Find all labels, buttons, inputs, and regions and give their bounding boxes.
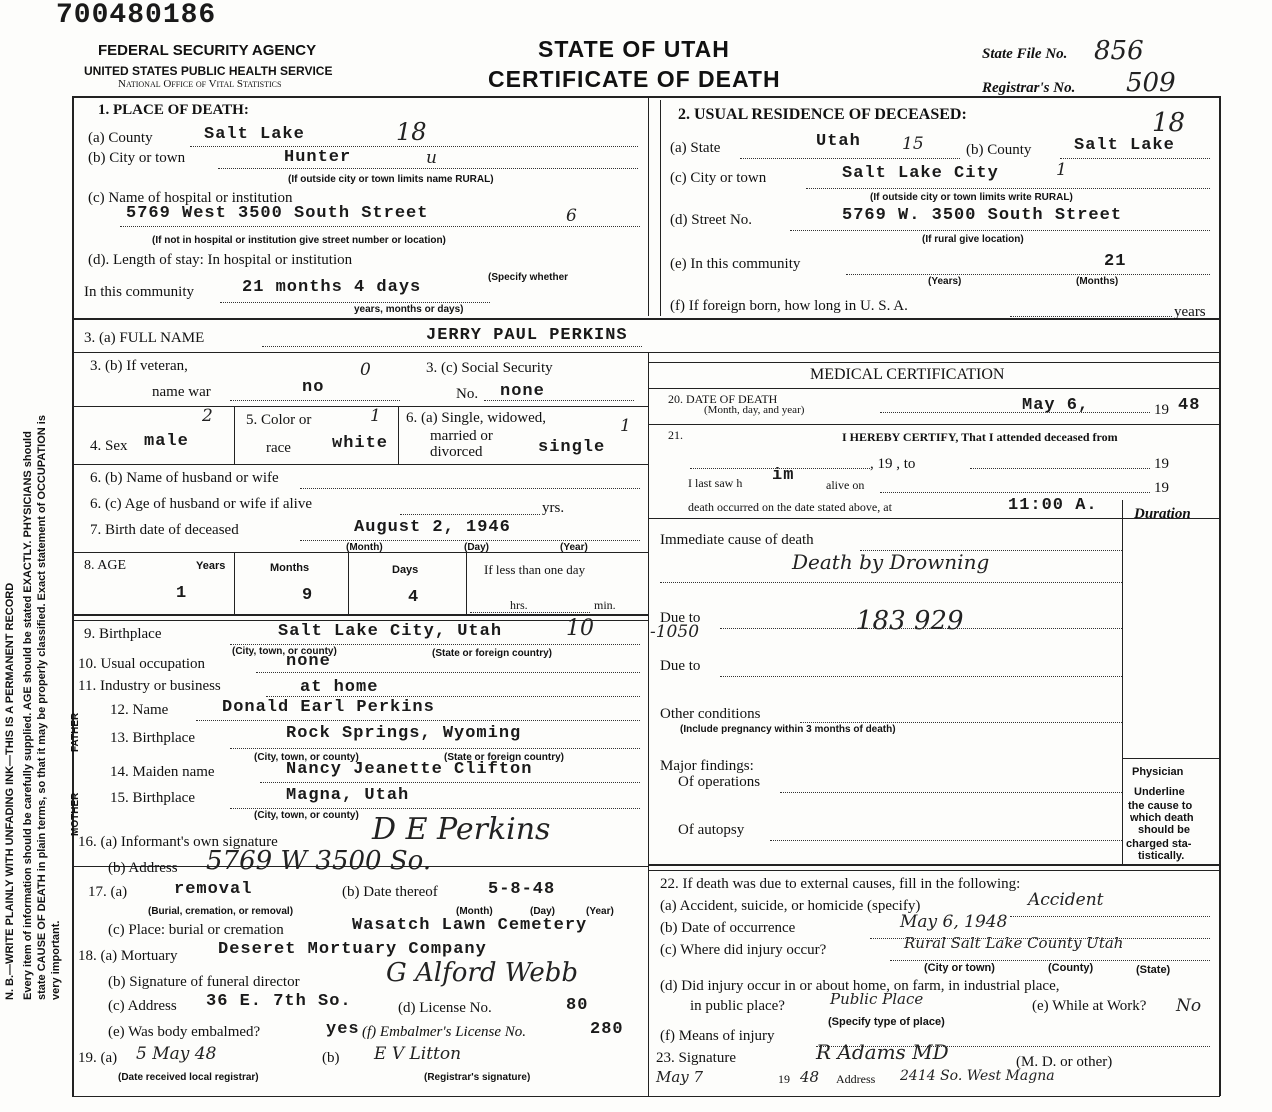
father-state-note: (State or foreign country) xyxy=(444,752,565,763)
informant-signature: D E Perkins xyxy=(372,812,551,847)
burial-label: 17. (a) xyxy=(88,884,128,900)
marital-value: single xyxy=(538,438,606,457)
occurrence-label: (b) Date of occurrence xyxy=(660,920,796,936)
fill-line xyxy=(300,488,640,489)
physician-note-4: which death xyxy=(1130,812,1194,824)
operations-label: Of operations xyxy=(678,774,761,790)
hospital-note: (If not in hospital or institution give street number or location) xyxy=(152,235,446,246)
occupation-label: 10. Usual occupation xyxy=(78,656,206,672)
duration-label: Duration xyxy=(1134,506,1191,522)
hospital-value: 5769 West 3500 South Street xyxy=(126,204,429,223)
fill-line xyxy=(470,612,590,613)
informant-address-label: (b) Address xyxy=(108,860,178,876)
color-code: 1 xyxy=(370,406,381,426)
major-findings-label: Major findings: xyxy=(660,758,754,774)
sex-divider xyxy=(234,406,235,464)
age-days-header: Days xyxy=(392,564,419,576)
external-label: 22. If death was due to external causes, fill in the following: xyxy=(660,876,1021,892)
father-name-label: 12. Name xyxy=(110,702,169,718)
frame-bottom xyxy=(72,1096,1220,1097)
fill-line xyxy=(260,782,640,783)
medical-divider xyxy=(648,352,649,1096)
rule-medical-top xyxy=(648,362,1220,363)
age-div-3 xyxy=(466,552,467,614)
home-label-1: (d) Did injury occur in or about home, on farm, in industrial place, xyxy=(660,978,1060,994)
physician-note-5: should be xyxy=(1138,824,1190,836)
rule-sex xyxy=(72,464,648,465)
burial-year-note: (Year) xyxy=(586,906,614,917)
marital-label-1: 6. (a) Single, widowed, xyxy=(406,410,546,426)
burial-month-note: (Month) xyxy=(456,906,493,917)
means-label: (f) Means of injury xyxy=(660,1028,775,1044)
res-foreign-label: (f) If foreign born, how long in U. S. A. xyxy=(670,298,908,314)
mother-name-label: 14. Maiden name xyxy=(110,764,215,780)
age-hrs: hrs. xyxy=(510,598,528,612)
rule-veteran xyxy=(72,406,648,407)
color-label-1: 5. Color or xyxy=(246,412,312,428)
full-name-label: 3. (a) FULL NAME xyxy=(84,330,205,346)
fill-line xyxy=(846,274,1210,275)
city-label: (b) City or town xyxy=(88,150,186,166)
service-name: UNITED STATES PUBLIC HEALTH SERVICE xyxy=(84,64,333,78)
age-years-header: Years xyxy=(196,560,226,572)
birth-date-label: 7. Birth date of deceased xyxy=(90,522,239,538)
fill-line xyxy=(196,720,640,721)
registrar-sig-label: (b) xyxy=(322,1050,340,1066)
registrar-number: 509 xyxy=(1126,68,1176,98)
county-label: (a) County xyxy=(88,130,153,146)
rule-age-2 xyxy=(72,620,648,621)
embalmed-value: yes xyxy=(326,1020,360,1039)
birth-year-note: (Year) xyxy=(560,542,588,553)
res-county-code: 18 xyxy=(1152,108,1186,138)
death-date-note: (Month, day, and year) xyxy=(704,404,805,416)
fill-line xyxy=(300,540,640,541)
occupation-value: none xyxy=(286,652,331,671)
age-years-value: 1 xyxy=(176,584,188,603)
where-value: Rural Salt Lake County Utah xyxy=(904,934,1124,952)
immediate-value: Death by Drowning xyxy=(792,550,990,574)
res-street-label: (d) Street No. xyxy=(670,212,753,228)
serial-number: 700480186 xyxy=(56,0,217,31)
fill-line xyxy=(218,168,638,169)
age-spouse-yrs: yrs. xyxy=(542,500,565,516)
fill-line xyxy=(230,808,640,809)
fill-line xyxy=(230,644,640,645)
physician-note-6: charged sta- xyxy=(1126,838,1192,850)
sex-code: 2 xyxy=(202,406,213,426)
embalmed-label: (e) Was body embalmed? xyxy=(108,1024,261,1040)
fill-line xyxy=(800,722,1122,723)
birthplace-code-2: -1050 xyxy=(650,622,700,642)
registrar-number-label: Registrar's No. xyxy=(982,80,1076,96)
age-months-header: Months xyxy=(270,562,310,574)
physician-signature: R Adams MD xyxy=(816,1040,949,1064)
certify-text: I HEREBY CERTIFY, That I attended deceased from xyxy=(842,430,1118,444)
birthplace-value: Salt Lake City, Utah xyxy=(278,622,503,641)
physician-note-7: tistically. xyxy=(1138,850,1185,862)
immediate-label: Immediate cause of death xyxy=(660,532,814,548)
age-div-1 xyxy=(234,552,235,614)
age-months-value: 9 xyxy=(302,586,314,605)
occurred-label: death occurred on the date stated above, at xyxy=(688,500,892,514)
fill-line xyxy=(890,960,1210,961)
fill-line xyxy=(660,582,1122,583)
city-rural-note: (If outside city or town limits name RURAL) xyxy=(288,174,494,185)
fill-line xyxy=(880,412,1150,413)
res-years-suffix: years xyxy=(1174,304,1206,320)
license-label: (d) License No. xyxy=(398,1000,492,1016)
county-value: Salt Lake xyxy=(204,125,305,144)
frame-left xyxy=(72,96,74,1096)
alive-19: 19 xyxy=(1154,480,1169,496)
fill-line xyxy=(740,158,960,159)
sex-value: male xyxy=(144,432,189,451)
license-value: 80 xyxy=(566,996,589,1015)
ss-value: none xyxy=(500,382,545,401)
age-div-2 xyxy=(348,552,349,614)
city-code: u xyxy=(426,148,437,168)
burial-value: removal xyxy=(174,880,253,899)
rule-name xyxy=(72,318,1220,320)
mother-side-label: MOTHER xyxy=(70,792,81,836)
res-community-months: 21 xyxy=(1104,252,1127,271)
res-county-label: (b) County xyxy=(966,142,1032,158)
res-city-value: Salt Lake City xyxy=(842,164,999,183)
rule-date-death xyxy=(648,424,1220,425)
mortuary-address-value: 36 E. 7th So. xyxy=(206,992,352,1011)
fill-line xyxy=(484,400,634,401)
veteran-label-2: name war xyxy=(152,384,211,400)
fill-line xyxy=(1010,916,1210,917)
physician-address-label: Address xyxy=(836,1072,876,1086)
time-value: 11:00 A. xyxy=(1008,496,1098,515)
fill-line xyxy=(190,146,638,147)
autopsy-label: Of autopsy xyxy=(678,822,745,838)
attended-19: 19 xyxy=(1154,456,1169,472)
burial-place-value: Wasatch Lawn Cemetery xyxy=(352,916,588,935)
burial-day-note: (Day) xyxy=(530,906,556,917)
where-city-note: (City or town) xyxy=(924,962,995,974)
certificate-title: CERTIFICATE OF DEATH xyxy=(488,66,781,92)
embalmer-value: 280 xyxy=(590,1020,624,1039)
margin-instruction-3: state CAUSE OF DEATH in plain terms, so that it may be properly classified. Exact statement of OCCUPATION is xyxy=(36,415,48,1000)
ymd-note: years, months or days) xyxy=(354,304,464,315)
fill-line xyxy=(262,346,642,347)
community-label: In this community xyxy=(84,284,194,300)
work-label: (e) While at Work? xyxy=(1032,998,1147,1014)
res-street-note: (If rural give location) xyxy=(922,234,1024,245)
res-months-note: (Months) xyxy=(1076,276,1119,287)
mortuary-label: 18. (a) Mortuary xyxy=(78,948,178,964)
last-saw-label: I last saw h xyxy=(688,476,743,490)
due-to-value-1: 183 929 xyxy=(856,606,964,636)
place-of-death-heading: 1. PLACE OF DEATH: xyxy=(98,102,249,118)
mother-birthplace-value: Magna, Utah xyxy=(286,786,410,805)
fill-line xyxy=(1060,158,1210,159)
rule-physician xyxy=(1122,758,1220,759)
age-less-header: If less than one day xyxy=(484,562,586,577)
accident-value: Accident xyxy=(1028,890,1104,910)
medical-heading: MEDICAL CERTIFICATION xyxy=(810,366,1005,383)
mother-city-note: (City, town, or county) xyxy=(254,810,359,821)
fill-line xyxy=(1010,316,1172,317)
hospital-code: 6 xyxy=(566,206,577,226)
where-state-note: (State) xyxy=(1136,964,1171,976)
residence-heading: 2. USUAL RESIDENCE OF DECEASED: xyxy=(678,106,967,123)
margin-instruction-4: very important. xyxy=(50,920,62,1000)
fill-line xyxy=(400,514,540,515)
burial-note: (Burial, cremation, or removal) xyxy=(148,906,294,917)
fill-line xyxy=(770,840,1122,841)
mortuary-value: Deseret Mortuary Company xyxy=(218,940,487,959)
veteran-value: no xyxy=(302,378,325,397)
color-label-2: race xyxy=(266,440,291,456)
birthplace-state-note: (State or foreign country) xyxy=(432,648,553,659)
marital-label-2: married or xyxy=(430,428,493,444)
res-city-code: 1 xyxy=(1056,160,1067,180)
fill-line xyxy=(790,230,1210,231)
marital-label-3: divorced xyxy=(430,444,483,460)
fill-line xyxy=(220,302,490,303)
industry-label: 11. Industry or business xyxy=(78,678,221,694)
res-years-note: (Years) xyxy=(928,276,962,287)
frame-right xyxy=(1219,96,1221,1096)
physician-note-2: Underline xyxy=(1134,786,1185,798)
fill-line xyxy=(720,628,1122,629)
rule-external xyxy=(648,864,1220,866)
birth-day-note: (Day) xyxy=(464,542,490,553)
rule-under-name xyxy=(72,352,1220,353)
fill-line xyxy=(806,188,1210,189)
state-title: STATE OF UTAH xyxy=(538,36,730,62)
state-file-label: State File No. xyxy=(982,46,1068,62)
md-note: (M. D. or other) xyxy=(1016,1054,1113,1070)
fill-line xyxy=(880,492,1150,493)
director-signature: G Alford Webb xyxy=(386,958,579,988)
top-divider-2 xyxy=(660,100,661,316)
rule-age xyxy=(72,614,648,616)
margin-instruction-2: Every item of information should be carefully supplied. AGE should be stated EXACTLY. PHYSICIANS should xyxy=(22,431,34,1000)
industry-value: at home xyxy=(300,678,379,697)
marital-code: 1 xyxy=(620,416,631,436)
agency-name: FEDERAL SECURITY AGENCY xyxy=(98,42,317,59)
physician-note-1: Physician xyxy=(1132,766,1184,778)
frame-top xyxy=(72,96,1220,98)
ss-label-1: 3. (c) Social Security xyxy=(426,360,553,376)
father-birthplace-label: 13. Birthplace xyxy=(110,730,195,746)
signature-date: May 7 xyxy=(656,1068,704,1086)
margin-instruction-1: N. B.—WRITE PLAINLY WITH UNFADING INK—THIS IS A PERMANENT RECORD xyxy=(4,582,16,1000)
fill-line xyxy=(870,938,1210,939)
last-saw-value: im xyxy=(772,466,795,485)
fill-line xyxy=(816,1046,1210,1047)
community-value: 21 months 4 days xyxy=(242,278,422,297)
embalmer-label: (f) Embalmer's License No. xyxy=(362,1024,527,1040)
accident-label: (a) Accident, suicide, or homicide (specify) xyxy=(660,898,921,914)
fill-line xyxy=(720,676,1122,677)
mother-name-value: Nancy Jeanette Clifton xyxy=(286,760,533,779)
ss-label-2: No. xyxy=(456,386,479,402)
hospital-label: (c) Name of hospital or institution xyxy=(88,190,293,206)
birthplace-label: 9. Birthplace xyxy=(84,626,162,642)
age-days-value: 4 xyxy=(408,588,420,607)
husband-label: 6. (b) Name of husband or wife xyxy=(90,470,279,486)
color-value: white xyxy=(332,434,389,453)
full-name-value: JERRY PAUL PERKINS xyxy=(426,326,628,345)
signature-year: 48 xyxy=(800,1068,820,1086)
burial-date-value: 5-8-48 xyxy=(488,880,556,899)
occurrence-value: May 6, 1948 xyxy=(900,912,1008,932)
veteran-label-1: 3. (b) If veteran, xyxy=(90,358,188,374)
father-birthplace-value: Rock Springs, Wyoming xyxy=(286,724,522,743)
death-date-label: 20. DATE OF DEATH xyxy=(668,392,778,406)
res-community-label: (e) In this community xyxy=(670,256,801,272)
alive-on-label: alive on xyxy=(826,478,865,492)
where-county-note: (County) xyxy=(1048,962,1094,974)
color-divider xyxy=(398,406,399,464)
burial-place-label: (c) Place: burial or cremation xyxy=(108,922,284,938)
where-label: (c) Where did injury occur? xyxy=(660,942,827,958)
informant-address: 5769 W 3500 So. xyxy=(206,846,432,876)
due-to-label-2: Due to xyxy=(660,658,701,674)
home-specify-note: (Specify type of place) xyxy=(828,1016,945,1028)
director-label: (b) Signature of funeral director xyxy=(108,974,300,990)
registrar-sig-note: (Registrar's signature) xyxy=(424,1072,531,1083)
received-value: 5 May 48 xyxy=(136,1044,217,1064)
birth-month-note: (Month) xyxy=(346,542,383,553)
mortuary-address-label: (c) Address xyxy=(108,998,177,1014)
informant-sig-label: 16. (a) Informant's own signature xyxy=(78,834,278,850)
death-date-value: May 6, xyxy=(1022,396,1090,415)
res-city-note: (If outside city or town limits write RURAL) xyxy=(870,192,1073,203)
received-note: (Date received local registrar) xyxy=(118,1072,259,1083)
fill-line xyxy=(860,550,1122,551)
age-spouse-label: 6. (c) Age of husband or wife if alive xyxy=(90,496,313,512)
rule-external-2 xyxy=(648,870,1220,871)
city-value: Hunter xyxy=(284,148,352,167)
rule-medical-head xyxy=(648,388,1220,389)
burial-date-label: (b) Date thereof xyxy=(342,884,438,900)
fill-line xyxy=(120,226,640,227)
age-min: min. xyxy=(594,598,616,612)
father-city-note: (City, town, or county) xyxy=(254,752,359,763)
physician-address: 2414 So. West Magna xyxy=(900,1068,1055,1084)
father-side-label: FATHER xyxy=(70,712,81,752)
home-value: Public Place xyxy=(830,990,924,1008)
fill-line xyxy=(266,696,640,697)
county-code: 18 xyxy=(396,118,427,146)
fill-line xyxy=(256,672,640,673)
top-divider xyxy=(648,96,649,316)
fill-line xyxy=(970,468,1150,469)
specify-note: (Specify whether xyxy=(488,272,569,283)
other-conditions-note: (Include pregnancy within 3 months of death) xyxy=(680,724,896,735)
birthplace-city-note: (City, town, or county) xyxy=(232,646,337,657)
due-to-label-1: Due to xyxy=(660,610,701,626)
state-file-number: 856 xyxy=(1094,36,1144,66)
age-label: 8. AGE xyxy=(84,558,126,573)
veteran-code: 0 xyxy=(360,360,371,380)
stay-label: (d). Length of stay: In hospital or institution xyxy=(88,252,353,268)
sex-label: 4. Sex xyxy=(90,438,128,454)
res-county-value: Salt Lake xyxy=(1074,136,1175,155)
registrar-signature: E V Litton xyxy=(374,1044,462,1064)
other-conditions-label: Other conditions xyxy=(660,706,761,722)
home-label-2: in public place? xyxy=(690,998,785,1014)
fill-line xyxy=(690,468,870,469)
fill-line xyxy=(780,792,1122,793)
received-label: 19. (a) xyxy=(78,1050,118,1066)
fill-line xyxy=(230,748,640,749)
attended-range: , 19 , to xyxy=(870,456,916,472)
work-value: No xyxy=(1176,996,1202,1016)
res-state-code: 15 xyxy=(902,134,924,154)
death-date-year: 48 xyxy=(1178,396,1201,415)
death-date-19: 19 xyxy=(1154,402,1169,418)
birthplace-code: 10 xyxy=(566,616,594,641)
fill-line xyxy=(230,400,400,401)
duration-divider xyxy=(1122,500,1123,864)
res-street-value: 5769 W. 3500 South Street xyxy=(842,206,1123,225)
signature-19: 19 xyxy=(778,1072,790,1086)
res-state-value: Utah xyxy=(816,132,861,151)
physician-note-3: the cause to xyxy=(1128,800,1193,812)
res-state-label: (a) State xyxy=(670,140,721,156)
certify-number: 21. xyxy=(668,428,683,442)
res-city-label: (c) City or town xyxy=(670,170,767,186)
father-name-value: Donald Earl Perkins xyxy=(222,698,435,717)
office-name: National Office of Vital Statistics xyxy=(118,78,282,90)
birth-date-value: August 2, 1946 xyxy=(354,518,511,537)
mother-birthplace-label: 15. Birthplace xyxy=(110,790,195,806)
physician-signature-label: 23. Signature xyxy=(656,1050,736,1066)
